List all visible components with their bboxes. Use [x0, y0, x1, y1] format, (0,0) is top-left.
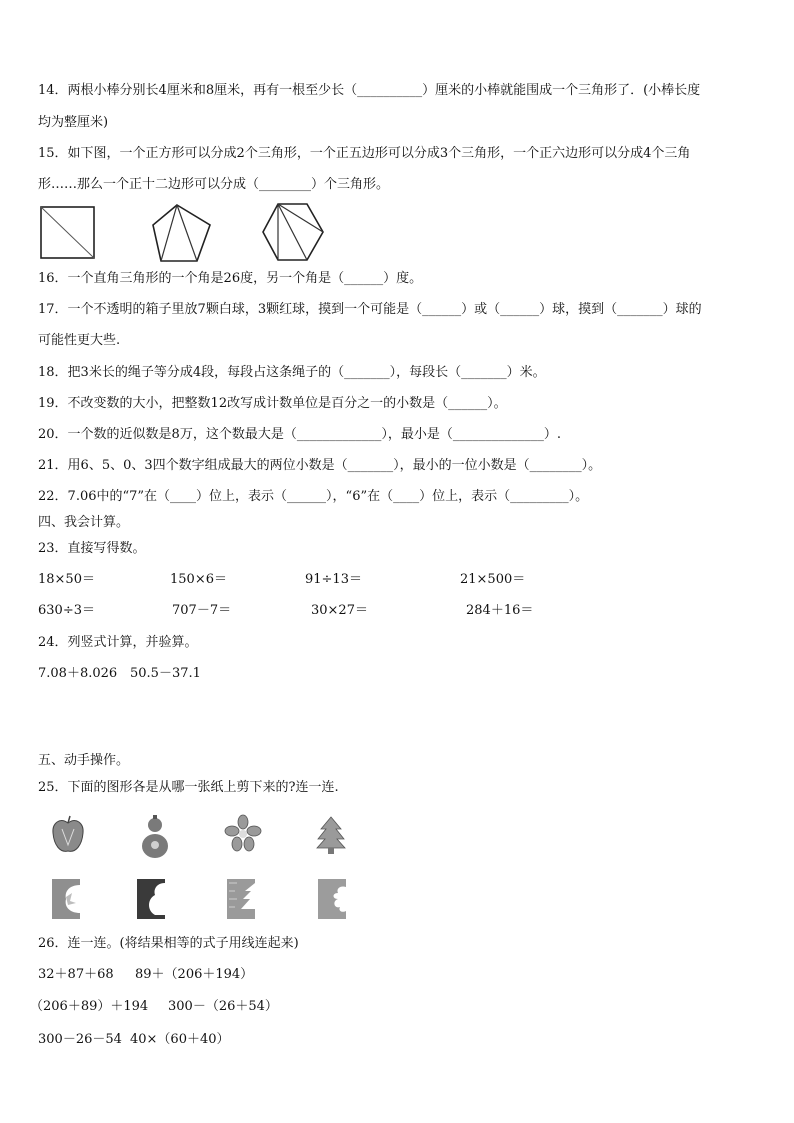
- q16: 16．一个直角三角形的一个角是26度，另一个角是（______）度。: [38, 271, 423, 286]
- apple-shape-icon: [50, 815, 86, 855]
- q26-left-expression: （206＋89）＋194: [30, 999, 149, 1014]
- q19: 19．不改变数的大小，把整数12改写成计数单位是百分之一的小数是（______）。: [38, 396, 507, 411]
- q23-item: 150×6＝: [170, 572, 227, 587]
- q15-line2: 形……那么一个正十二边形可以分成（________）个三角形。: [38, 177, 390, 192]
- square-figure: [40, 206, 96, 260]
- q14-line1: 14．两根小棒分别长4厘米和8厘米，再有一根至少长（__________）厘米的小棒就能围成一个三角形了．(小棒长度: [38, 83, 701, 98]
- q18: 18．把3米长的绳子等分成4段，每段占这条绳子的（_______），每段长（_______）米。: [38, 365, 546, 380]
- q24-title: 24．列竖式计算，并验算。: [38, 635, 198, 650]
- q14-line2: 均为整厘米): [38, 115, 109, 130]
- q26-left-expression: 300－26－54: [38, 1032, 122, 1047]
- hexagon-figure: [261, 202, 325, 262]
- q26-right-expression: 89＋（206＋194）: [135, 967, 254, 982]
- q23-item: 18×50＝: [38, 572, 95, 587]
- q23-item: 30×27＝: [311, 603, 368, 618]
- q26-title: 26．连一连。(将结果相等的式子用线连起来): [38, 936, 299, 951]
- q21: 21．用6、5、0、3四个数字组成最大的两位小数是（_______），最小的一位小数是（________）。: [38, 458, 602, 473]
- q26-left-expression: 32＋87＋68: [38, 967, 114, 982]
- cut-paper-3-icon: [225, 877, 257, 921]
- gourd-shape-icon: [140, 815, 170, 859]
- q24-item: 50.5－37.1: [130, 666, 201, 681]
- pentagon-figure: [150, 203, 214, 263]
- q25-title: 25．下面的图形各是从哪一张纸上剪下来的?连一连.: [38, 780, 339, 795]
- q26-right-expression: 40×（60＋40）: [130, 1032, 230, 1047]
- q24-item: 7.08＋8.026: [38, 666, 118, 681]
- q15-line1: 15．如下图，一个正方形可以分成2个三角形，一个正五边形可以分成3个三角形，一个正六边形可以分成4个三角: [38, 146, 691, 161]
- section-5-heading: 五、动手操作。: [38, 753, 130, 768]
- q20: 20．一个数的近似数是8万，这个数最大是（_____________），最小是（______________）.: [38, 427, 561, 442]
- q23-item: 21×500＝: [460, 572, 526, 587]
- q23-item: 630÷3＝: [38, 603, 95, 618]
- q23-item: 284＋16＝: [466, 603, 534, 618]
- flower-shape-icon: [225, 815, 261, 851]
- q22: 22．7.06中的“7”在（____）位上，表示（______），“6”在（____）位上，表示（_________）。: [38, 489, 589, 504]
- q23-item: 91÷13＝: [305, 572, 362, 587]
- q17-line1: 17．一个不透明的箱子里放7颗白球，3颗红球，摸到一个可能是（______）或（______）球，摸到（_______）球的: [38, 302, 702, 317]
- tree-shape-icon: [315, 815, 347, 855]
- q23-title: 23．直接写得数。: [38, 541, 146, 556]
- q17-line2: 可能性更大些.: [38, 333, 121, 348]
- cut-paper-1-icon: [50, 877, 82, 921]
- q26-right-expression: 300－（26＋54）: [168, 999, 278, 1014]
- q23-item: 707－7＝: [172, 603, 232, 618]
- section-4-heading: 四、我会计算。: [38, 515, 130, 530]
- cut-paper-4-icon: [316, 877, 348, 921]
- cut-paper-2-icon: [135, 877, 167, 921]
